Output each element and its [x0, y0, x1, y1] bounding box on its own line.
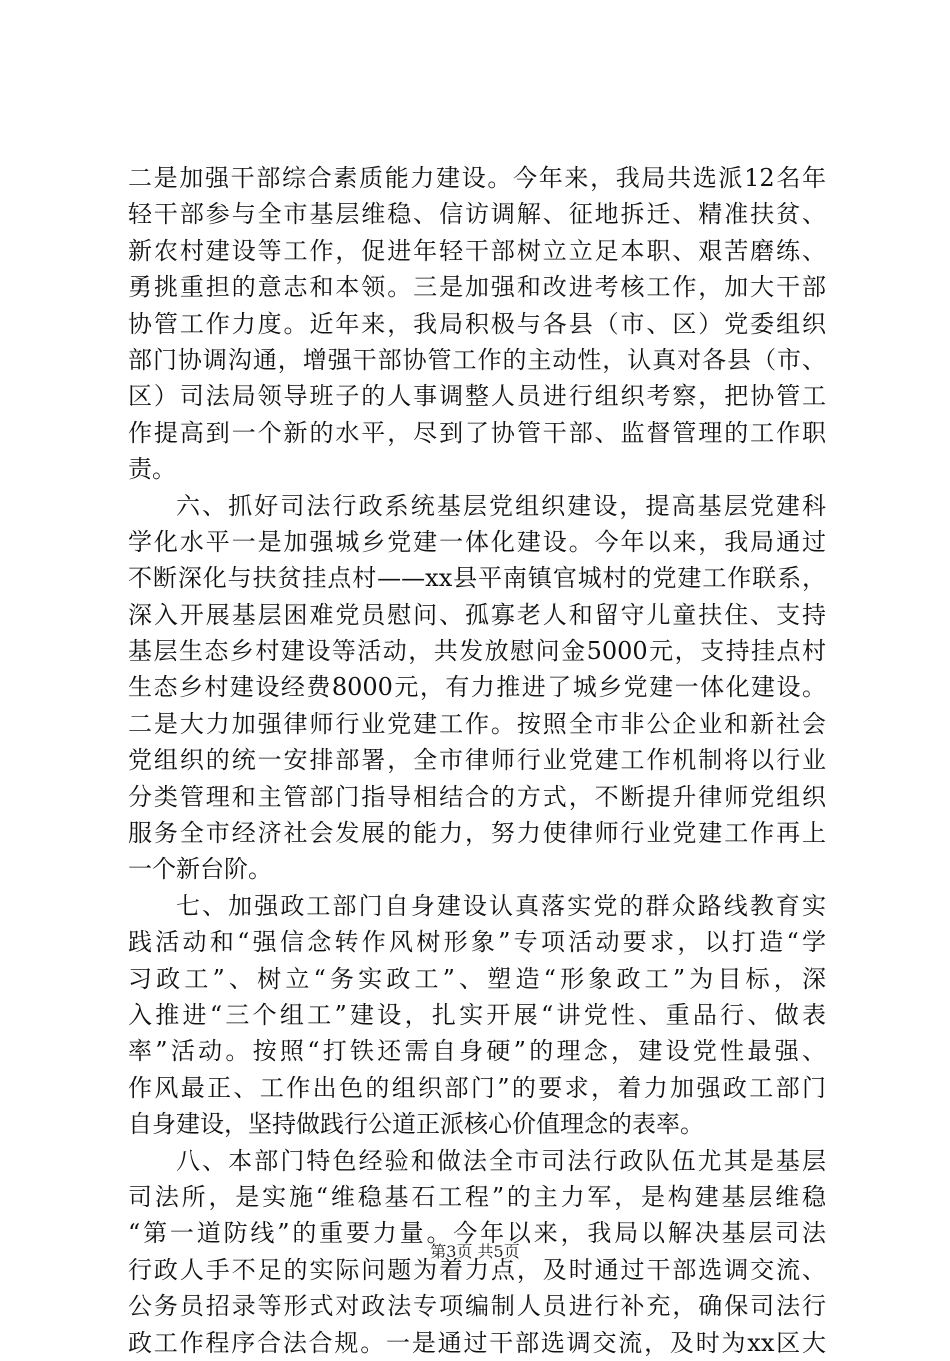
text-line: 区）司法局领导班子的人事调整人员进行组织考察，把协管工: [128, 382, 826, 411]
text-line: 新农村建设等工作，促进年轻干部树立立足本职、艰苦磨练、: [128, 236, 826, 265]
text-line: 部门协调沟通，增强干部协管工作的主动性，认真对各县（市、: [128, 345, 826, 374]
text-line: 入推进“三个组工”建设，扎实开展“讲党性、重品行、做表: [128, 1000, 826, 1029]
text-line: 作提高到一个新的水平，尽到了协管干部、监督管理的工作职: [128, 418, 826, 447]
text-line: 践活动和“强信念转作风树形象”专项活动要求，以打造“学: [128, 928, 826, 957]
text-line: 服务全市经济社会发展的能力，努力使律师行业党建工作再上: [128, 819, 826, 848]
text-line: 分类管理和主管部门指导相结合的方式，不断提升律师党组织: [128, 782, 826, 811]
text-line: 八、本部门特色经验和做法全市司法行政队伍尤其是基层: [176, 1146, 826, 1175]
text-line: 二是加强干部综合素质能力建设。今年来，我局共选派12名年: [128, 164, 826, 192]
text-line: 轻干部参与全市基层维稳、信访调解、征地拆迁、精准扶贫、: [128, 200, 826, 229]
text-line: 协管工作力度。近年来，我局积极与各县（市、区）党委组织: [128, 309, 826, 338]
text-line: 作风最正、工作出色的组织部门”的要求，着力加强政工部门: [128, 1073, 826, 1102]
text-line: 七、加强政工部门自身建设认真落实党的群众路线教育实: [176, 891, 826, 920]
text-line: 学化水平一是加强城乡党建一体化建设。今年以来，我局通过: [128, 527, 826, 556]
text-line: 习政工”、树立“务实政工”、塑造“形象政工”为目标，深: [128, 964, 826, 993]
text-line: 二是大力加强律师行业党建工作。按照全市非公企业和新社会: [128, 709, 826, 738]
text-line: 自身建设，坚持做践行公道正派核心价值理念的表率。: [128, 1110, 704, 1139]
text-line: 行政人手不足的实际问题为着力点，及时通过干部选调交流、: [128, 1255, 826, 1284]
text-line: 公务员招录等形式对政法专项编制人员进行补充，确保司法行: [128, 1292, 826, 1321]
text-line: 生态乡村建设经费8000元，有力推进了城乡党建一体化建设。: [128, 673, 826, 702]
text-line: 责。: [128, 455, 176, 484]
text-line: 率”活动。按照“打铁还需自身硬”的理念，建设党性最强、: [128, 1037, 826, 1066]
text-line: 勇挑重担的意志和本领。三是加强和改进考核工作，加大干部: [128, 273, 826, 302]
text-line: 司法所，是实施“维稳基石工程”的主力军，是构建基层维稳: [128, 1182, 826, 1211]
text-line: “第一道防线”的重要力量。今年以来，我局以解决基层司法: [128, 1219, 826, 1248]
text-line: 六、抓好司法行政系统基层党组织建设，提高基层党建科: [176, 491, 826, 520]
text-line: 基层生态乡村建设等活动，共发放慰问金5000元，支持挂点村: [128, 637, 826, 666]
document-body: [128, 160, 826, 1361]
text-line: 党组织的统一安排部署，全市律师行业党建工作机制将以行业: [128, 746, 826, 775]
page-footer: 第3页 共5页: [430, 1242, 520, 1261]
text-line: 深入开展基层困难党员慰问、孤寡老人和留守儿童扶住、支持: [128, 600, 826, 629]
text-line: 一个新台阶。: [128, 855, 272, 884]
text-line: 政工作程序合法合规。一是通过干部选调交流，及时为xx区大: [128, 1328, 826, 1357]
text-line: 不断深化与扶贫挂点村——xx县平南镇官城村的党建工作联系，: [128, 564, 826, 593]
